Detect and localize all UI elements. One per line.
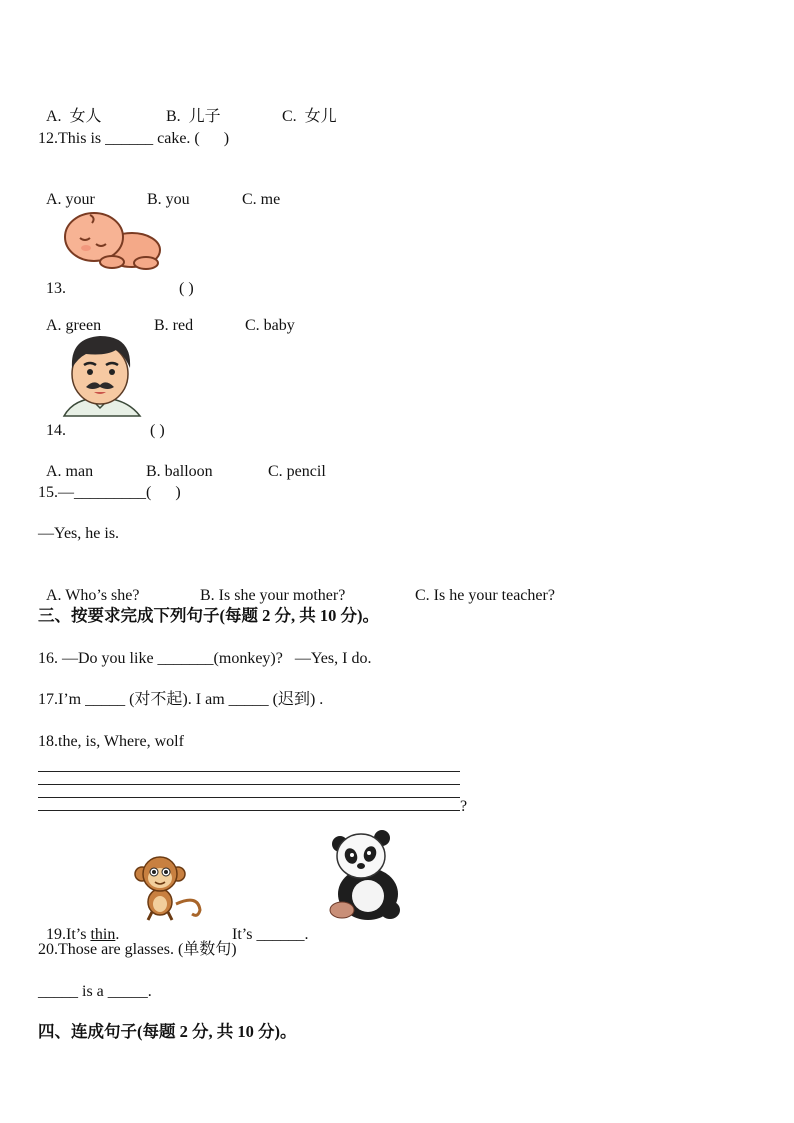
- section3-title: 三、按要求完成下列句子(每题 2 分, 共 10 分)。: [38, 606, 379, 625]
- q14-options: [38, 442, 326, 482]
- q13-option-a: A. green: [46, 317, 102, 334]
- q14-option-b: B. balloon: [146, 463, 213, 480]
- q13-paren: ( ): [179, 280, 194, 297]
- q12-option-b: B. you: [147, 191, 190, 208]
- q12-options: [38, 170, 280, 210]
- panda-image: [324, 824, 404, 922]
- q19-line: [38, 905, 308, 945]
- q18-end-mark: ?: [460, 798, 468, 815]
- q13-line: [38, 259, 194, 299]
- q14-option-a: A. man: [46, 463, 94, 480]
- q14-line: [38, 401, 165, 441]
- q19-prefix: 19.It’s: [46, 926, 91, 943]
- q13-number: 13.: [46, 280, 66, 297]
- q14-paren: ( ): [150, 422, 165, 439]
- q11-option-a: A. 女人: [46, 108, 102, 125]
- q11-option-c: C. 女儿: [282, 108, 337, 125]
- q14-number: 14.: [46, 422, 66, 439]
- q14-option-c: C. pencil: [268, 463, 326, 480]
- q11-options: [38, 87, 337, 127]
- q17-text: 17.I’m _____ (对不起). I am _____ (迟到) .: [38, 691, 324, 708]
- q19-suffix: .: [115, 926, 120, 943]
- q15-option-b: B. Is she your mother?: [200, 587, 346, 604]
- q12-option-c: C. me: [242, 191, 281, 208]
- q20-answer: _____ is a _____.: [38, 983, 152, 1000]
- q19-second: It’s ______.: [232, 926, 309, 943]
- q13-options: [38, 296, 295, 336]
- q15-options: [38, 566, 555, 606]
- q19-word: thin: [90, 926, 116, 943]
- q12-stem: 12.This is ______ cake. ( ): [38, 130, 230, 147]
- q16-text: 16. —Do you like _______(monkey)? —Yes, I do.: [38, 650, 372, 667]
- section4-title: 四、连成句子(每题 2 分, 共 10 分)。: [38, 1022, 297, 1041]
- q18-answer-line-4: [38, 810, 460, 811]
- q18-answer-line-2: [38, 784, 460, 785]
- q12-option-a: A. your: [46, 191, 95, 208]
- q15-stem: 15.—_________( ): [38, 484, 181, 501]
- q15-option-c: C. Is he your teacher?: [415, 587, 555, 604]
- q13-option-b: B. red: [154, 317, 194, 334]
- q15-answer: —Yes, he is.: [38, 525, 120, 542]
- q20-stem: 20.Those are glasses. (单数句): [38, 941, 237, 958]
- q15-option-a: A. Who’s she?: [46, 587, 140, 604]
- q18-words: 18.the, is, Where, wolf: [38, 733, 184, 750]
- q13-option-c: C. baby: [245, 317, 295, 334]
- q18-answer-line-1: [38, 771, 460, 772]
- q11-option-b: B. 儿子: [166, 108, 221, 125]
- q18-answer-line-3: [38, 797, 460, 798]
